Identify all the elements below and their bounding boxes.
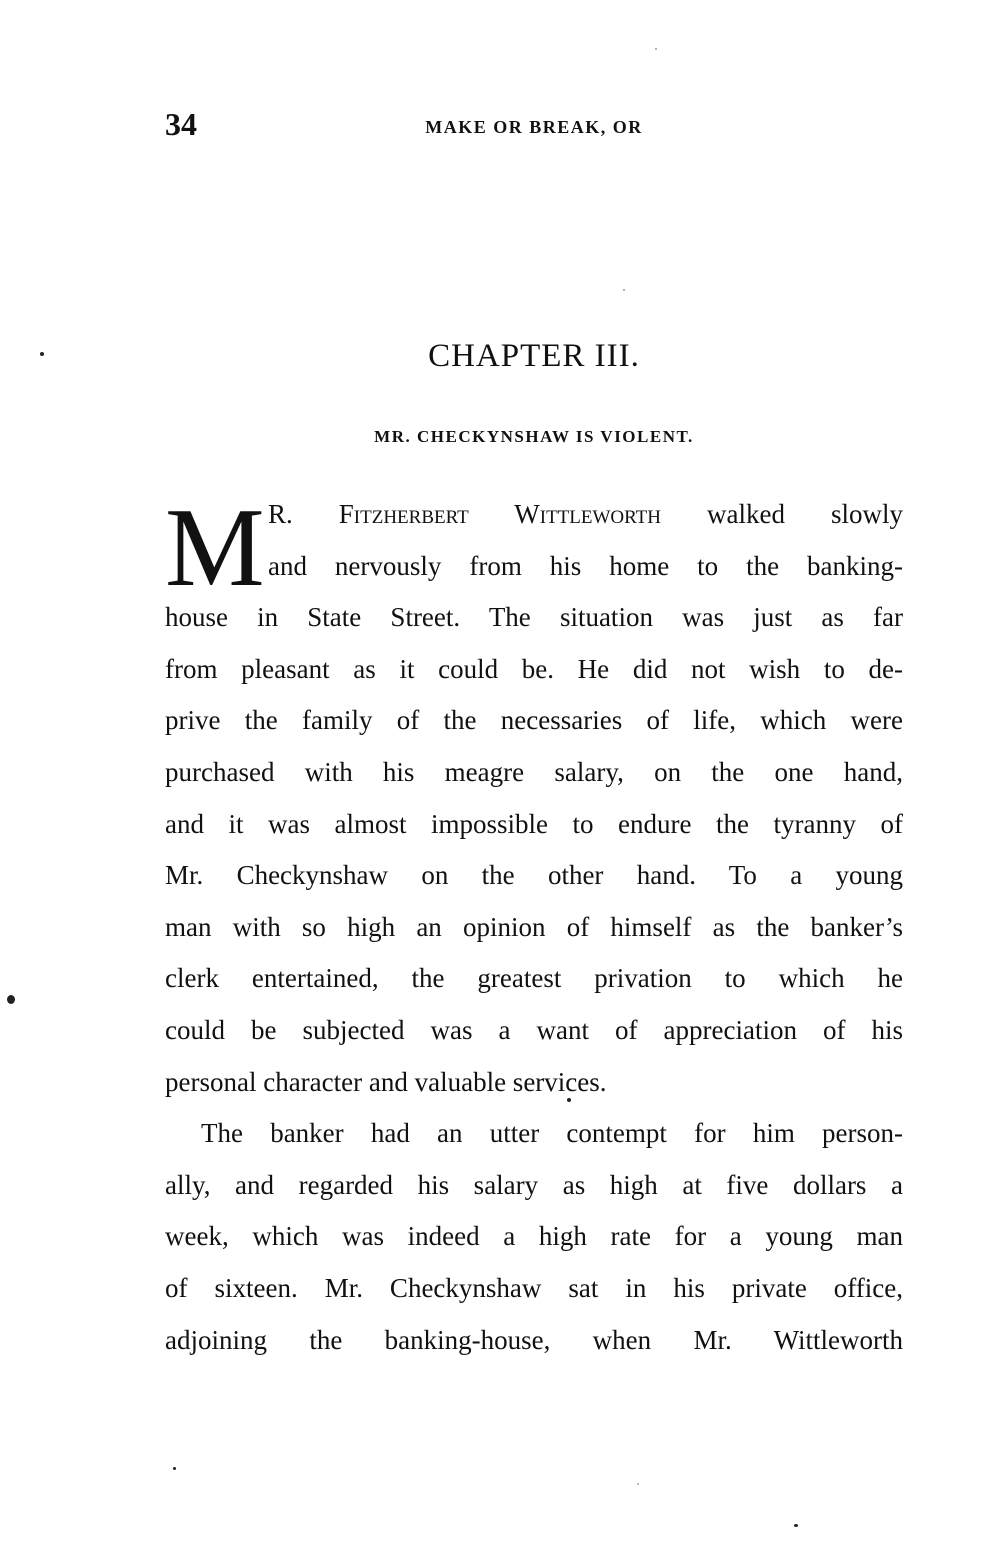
paragraph-1-line: and nervously from his home to the banking- xyxy=(268,550,903,581)
scan-speck xyxy=(655,48,657,50)
drop-cap: M xyxy=(165,486,265,610)
paragraph-1-line: Mr. Checkynshaw on the other hand. To a young xyxy=(165,860,903,891)
scan-speck xyxy=(173,1467,176,1470)
paragraph-2-line: week, which was indeed a high rate for a young man xyxy=(165,1221,903,1252)
page-number: 34 xyxy=(165,106,197,142)
scan-speck xyxy=(40,352,44,356)
paragraph-2-line: of sixteen. Mr. Checkynshaw sat in his private office, xyxy=(165,1272,903,1303)
scan-speck xyxy=(567,1098,571,1102)
paragraph-1-line: purchased with his meagre salary, on the one hand, xyxy=(165,756,903,787)
paragraph-1-line: man with so high an opinion of himself as the banker’s xyxy=(165,911,903,942)
paragraph-1-line: could be subjected was a want of appreciation of his xyxy=(165,1014,903,1045)
paragraph-1-line: from pleasant as it could be. He did not wish to de- xyxy=(165,653,903,684)
running-head: MAKE OR BREAK, OR xyxy=(425,117,643,137)
paragraph-1-line: house in State Street. The situation was just as far xyxy=(165,602,903,633)
first-line-lead: R. xyxy=(268,499,339,529)
paragraph-1-line: prive the family of the necessaries of life, which were xyxy=(165,705,903,736)
paragraph-1-line: personal character and valuable services. xyxy=(165,1066,607,1097)
chapter-title: CHAPTER III. xyxy=(428,338,640,374)
scan-speck xyxy=(637,1483,639,1485)
scan-speck xyxy=(623,289,625,291)
paragraph-2-line: adjoining the banking-house, when Mr. Wittleworth xyxy=(165,1324,903,1355)
paragraph-1-line: and it was almost impossible to endure the tyranny of xyxy=(165,808,903,839)
scan-speck xyxy=(794,1524,798,1527)
paragraph-1-line: clerk entertained, the greatest privation to which he xyxy=(165,963,903,994)
scan-speck xyxy=(7,995,15,1004)
first-line-tail: walked slowly xyxy=(661,499,903,529)
body-text xyxy=(165,486,903,1370)
first-line-name: Fitzherbert Wittleworth xyxy=(338,499,662,529)
paragraph-2-line: ally, and regarded his salary as high at five dollars a xyxy=(165,1169,903,1200)
paragraph-1-line-1 xyxy=(165,493,903,545)
paragraph-2-line: The banker had an utter contempt for him person- xyxy=(201,1118,903,1149)
chapter-subtitle: MR. CHECKYNSHAW IS VIOLENT. xyxy=(374,427,694,446)
